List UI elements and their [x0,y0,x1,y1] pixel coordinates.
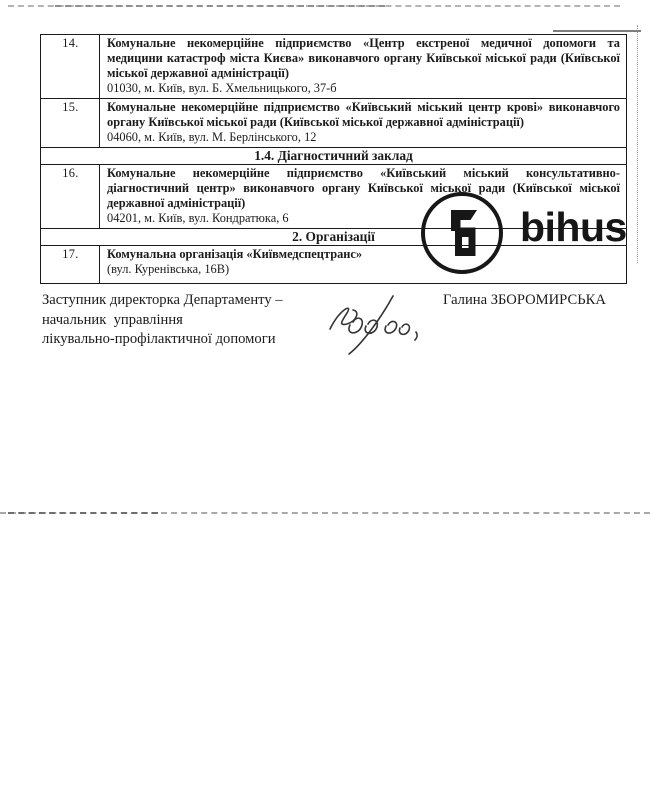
row-content [100,99,627,148]
scan-artifact-dash-topright [553,30,641,32]
signature-title [42,291,352,350]
signature-title-line: лікувально-профілактичної допомоги [42,331,276,347]
row-content [100,35,627,99]
section-header: 2. Організації [41,229,627,246]
org-name: Комунальне некомерційне підприємство «Центр екстреної медичної допомоги та медицини катастроф міста Києва» виконавчого органу Київської міської ради (Київської міської державної адміністрації) [107,36,620,80]
table-row [41,99,627,148]
org-address: 01030, м. Київ, вул. Б. Хмельницького, 37-б [107,81,337,95]
org-address: 04060, м. Київ, вул. М. Берлінського, 12 [107,130,317,144]
org-name: Комунальне некомерційне підприємство «Київський міський центр крові» виконавчого органу Київської міської ради (Київської міської державної адміністрації) [107,100,620,129]
bihus-circle-b-icon [414,185,510,281]
table-row [41,246,627,284]
scan-artifact-page-edge [637,25,638,263]
section-header-row [41,148,627,165]
row-number: 17. [41,246,100,284]
row-number: 14. [41,35,100,99]
section-header: 1.4. Діагностичний заклад [41,148,627,165]
org-name: Комунальне некомерційне підприємство «Київський міський консультативно-діагностичний центр» виконавчого органу Київської міської ради (Київської міської державної адміністрації) [107,166,620,210]
org-address: (вул. Куренівська, 16В) [107,262,230,276]
row-number: 16. [41,165,100,229]
handwritten-signature-scribble-icon [314,287,432,366]
scan-artifact-line-top-dark [55,5,385,7]
signature-title-line: начальник управління [42,311,183,328]
row-number: 15. [41,99,100,148]
bihus-wordmark: bihus [520,204,627,250]
table-row [41,35,627,99]
signature-title-line: Заступник директорка Департаменту – [42,292,283,308]
signature-name: Галина ЗБОРОМИРСЬКА [443,292,606,308]
org-address: 04201, м. Київ, вул. Кондратюка, 6 [107,211,289,225]
org-name: Комунальна організація «Київмедспецтранс» [107,247,363,261]
scan-artifact-line-middle-dark [8,512,158,514]
row-content [100,246,627,284]
